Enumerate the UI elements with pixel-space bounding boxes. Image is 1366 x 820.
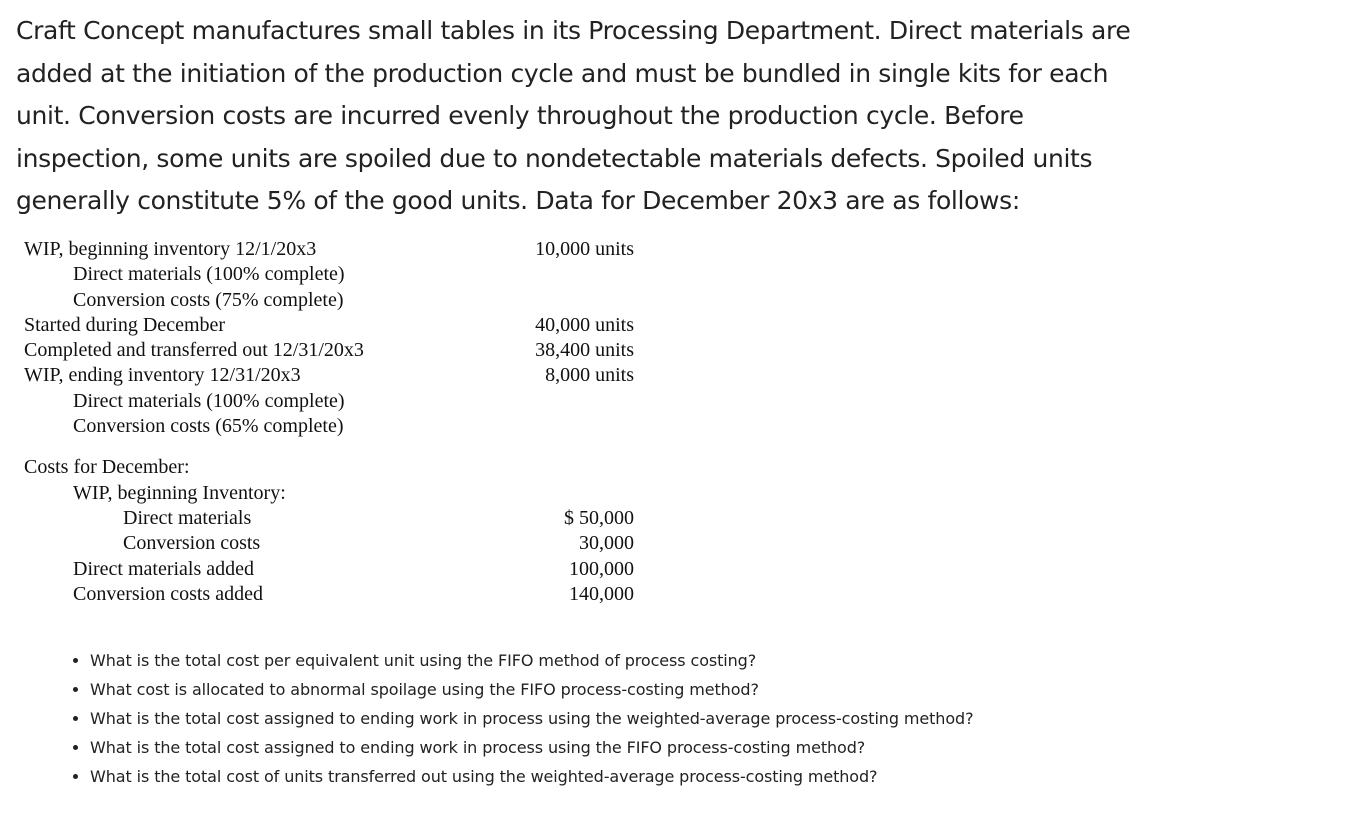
row-label: Direct materials (100% complete)	[73, 389, 345, 412]
row-label: Conversion costs	[123, 532, 261, 555]
table-row	[24, 557, 664, 582]
question-item: • What is the total cost assigned to ending work in process using the weighted-average process-costing method?	[90, 704, 973, 733]
table-row	[24, 481, 664, 506]
intro-line: generally constitute 5% of the good units. Data for December 20x3 are as follows:	[16, 186, 1020, 215]
table-row	[24, 237, 664, 262]
table-row	[24, 363, 664, 388]
costs-section	[24, 455, 664, 607]
row-value: 38,400 units	[535, 339, 634, 362]
question-list	[56, 646, 973, 791]
row-label: WIP, beginning inventory 12/1/20x3	[24, 238, 317, 260]
intro-line: Craft Concept manufactures small tables in its Processing Department. Direct materials are	[16, 16, 1131, 45]
table-row	[24, 582, 664, 607]
units-section	[24, 237, 664, 439]
section-gap	[24, 439, 664, 455]
intro-line: unit. Conversion costs are incurred evenly throughout the production cycle. Before	[16, 101, 1024, 130]
row-label: Conversion costs (75% complete)	[73, 288, 344, 311]
row-value: 10,000 units	[535, 238, 634, 260]
question-item: • What cost is allocated to abnormal spoilage using the FIFO process-costing method?	[90, 675, 973, 704]
row-value: 8,000 units	[545, 364, 634, 387]
table-row	[24, 313, 664, 338]
row-value: $ 50,000	[564, 506, 634, 529]
row-label: WIP, ending inventory 12/31/20x3	[24, 364, 301, 387]
row-value: 40,000 units	[535, 313, 634, 336]
row-label: Direct materials (100% complete)	[73, 263, 345, 286]
intro-line: inspection, some units are spoiled due to nondetectable materials defects. Spoiled units	[16, 143, 1093, 173]
intro-line: added at the initiation of the production cycle and must be bundled in single kits for each	[16, 58, 1109, 88]
table-row	[24, 414, 664, 439]
question-item: • What is the total cost per equivalent unit using the FIFO method of process costing?	[90, 646, 973, 675]
row-label: Conversion costs added	[73, 582, 263, 605]
table-row	[24, 531, 664, 556]
row-label: Costs for December:	[24, 456, 190, 479]
row-value: 100,000	[569, 557, 634, 580]
row-label: Direct materials	[123, 506, 252, 529]
intro-paragraph	[16, 10, 1216, 223]
table-row	[24, 262, 664, 287]
table-row	[24, 506, 664, 531]
table-row	[24, 455, 664, 480]
row-label: Direct materials added	[73, 557, 255, 580]
row-value: 140,000	[569, 582, 634, 605]
question-item: • What is the total cost of units transferred out using the weighted-average process-costing method?	[90, 762, 973, 791]
table-row	[24, 389, 664, 414]
table-row	[24, 288, 664, 313]
row-value: 30,000	[579, 532, 634, 555]
row-label: WIP, beginning Inventory:	[73, 481, 286, 504]
table-row	[24, 338, 664, 363]
data-table	[24, 237, 664, 607]
row-label: Completed and transferred out 12/31/20x3	[24, 339, 364, 362]
row-label: Conversion costs (65% complete)	[73, 415, 344, 438]
row-label: Started during December	[24, 313, 226, 336]
question-item: • What is the total cost assigned to ending work in process using the FIFO process-costing method?	[90, 733, 973, 762]
